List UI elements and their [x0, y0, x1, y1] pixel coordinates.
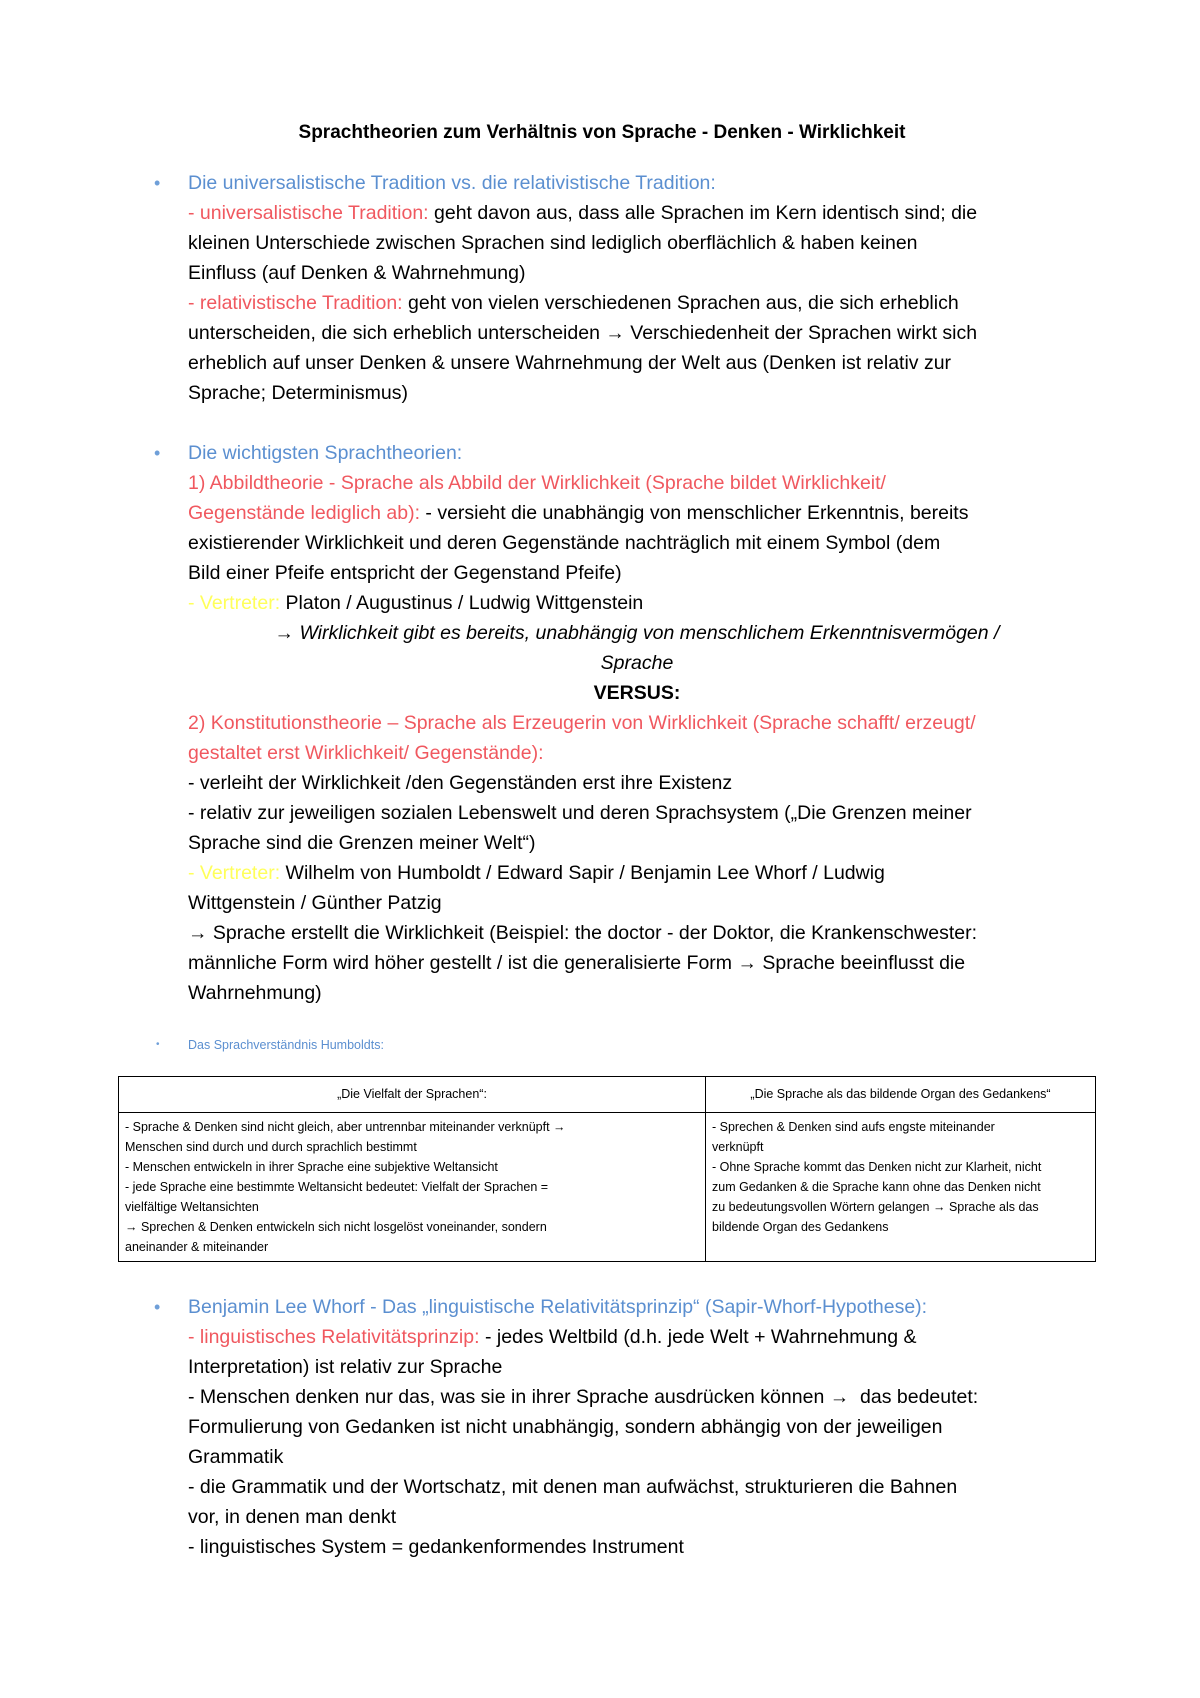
theory-1-title: 1) Abbildtheorie - Sprache als Abbild der Wirklichkeit (Sprache bildet Wirklichkeit/ — [188, 472, 886, 494]
conclusion-line: → Wirklichkeit gibt es bereits, unabhängig von menschlichem Erkenntnisvermögen / — [274, 622, 1000, 644]
text-line: Sprache; Determinismus) — [188, 382, 408, 404]
table-cell: - Sprechen & Denken sind aufs engste miteinander verknüpft - Ohne Sprache kommt das Denken nicht zur Klarheit, nicht zum Gedanken & die Sprache kann ohne das Denken nicht zu bedeutungsvollen Wörtern gelangen → Sprache als das bildende Organ des Gedankens — [706, 1113, 1096, 1262]
bullet-icon: • — [156, 1039, 160, 1050]
text-line: - Vertreter: Wilhelm von Humboldt / Edward Sapir / Benjamin Lee Whorf / Ludwig — [188, 862, 885, 884]
text-line: - Vertreter: Platon / Augustinus / Ludwig Wittgenstein — [188, 592, 644, 614]
table-header: „Die Vielfalt der Sprachen“: — [119, 1077, 706, 1113]
humboldt-table — [118, 1076, 1096, 1262]
bullet-icon: • — [154, 443, 161, 463]
text-line: - relativistische Tradition: geht von vielen verschiedenen Sprachen aus, die sich erheblich — [188, 292, 959, 314]
text-line: - linguistisches System = gedankenformendes Instrument — [188, 1536, 684, 1558]
bullet-icon: • — [154, 1297, 161, 1317]
text-line: → Sprache erstellt die Wirklichkeit (Beispiel: the doctor - der Doktor, die Krankenschwester: — [188, 922, 977, 944]
text-line: Wahrnehmung) — [188, 982, 322, 1004]
label-vertreter: - Vertreter: — [188, 862, 281, 884]
text-line: - linguistisches Relativitätsprinzip: - jedes Weltbild (d.h. jede Welt + Wahrnehmung & — [188, 1326, 917, 1348]
table-header: „Die Sprache als das bildende Organ des Gedankens“ — [706, 1077, 1096, 1113]
section-humboldt — [118, 1034, 1086, 1056]
text-line: Einfluss (auf Denken & Wahrnehmung) — [188, 262, 526, 284]
text-line: Formulierung von Gedanken ist nicht unabhängig, sondern abhängig von der jeweiligen — [188, 1416, 943, 1438]
section-heading: Benjamin Lee Whorf - Das „linguistische Relativitätsprinzip“ (Sapir-Whorf-Hypothese): — [188, 1296, 928, 1318]
text-line: Bild einer Pfeife entspricht der Gegenstand Pfeife) — [188, 562, 622, 584]
label-vertreter: - Vertreter: — [188, 592, 281, 614]
label-universalist: - universalistische Tradition: — [188, 202, 429, 224]
text-line: Grammatik — [188, 1446, 284, 1468]
text-line: männliche Form wird höher gestellt / ist die generalisierte Form → Sprache beeinflusst die — [188, 952, 966, 974]
text-line: erheblich auf unser Denken & unsere Wahrnehmung der Welt aus (Denken ist relativ zur — [188, 352, 952, 374]
text-line: Interpretation) ist relativ zur Sprache — [188, 1356, 503, 1378]
text-line: unterscheiden, die sich erheblich unterscheiden → Verschiedenheit der Sprachen wirkt sich — [188, 322, 978, 344]
text-line: kleinen Unterschiede zwischen Sprachen sind lediglich oberflächlich & haben keinen — [188, 232, 918, 254]
text-line: vor, in denen man denkt — [188, 1506, 397, 1528]
label-relativity: - linguistisches Relativitätsprinzip: — [188, 1326, 480, 1348]
section-traditions — [118, 168, 1086, 408]
label-relativist: - relativistische Tradition: — [188, 292, 403, 314]
text-line: - Menschen denken nur das, was sie in ihrer Sprache ausdrücken können → das bedeutet: — [188, 1386, 979, 1408]
theory-2-title: gestaltet erst Wirklichkeit/ Gegenstände): — [188, 742, 544, 764]
section-heading: Die wichtigsten Sprachtheorien: — [188, 442, 463, 464]
text-line: - relativ zur jeweiligen sozialen Lebenswelt und deren Sprachsystem („Die Grenzen meiner — [188, 802, 972, 824]
bullet-icon: • — [154, 173, 161, 193]
text-line: Gegenstände lediglich ab): - versieht die unabhängig von menschlicher Erkenntnis, bereits — [188, 502, 969, 524]
section-heading: Das Sprachverständnis Humboldts: — [188, 1038, 384, 1052]
text-line: - verleiht der Wirklichkeit /den Gegenständen erst ihre Existenz — [188, 772, 733, 794]
text-line: existierender Wirklichkeit und deren Gegenstände nachträglich mit einem Symbol (dem — [188, 532, 941, 554]
text-line: Sprache sind die Grenzen meiner Welt“) — [188, 832, 536, 854]
text-line: Wittgenstein / Günther Patzig — [188, 892, 442, 914]
section-whorf — [118, 1292, 1086, 1562]
document-title: Sprachtheorien zum Verhältnis von Sprache - Denken - Wirklichkeit — [298, 122, 906, 143]
conclusion-line: Sprache — [600, 652, 674, 674]
section-theories — [118, 438, 1086, 1008]
text-line: - die Grammatik und der Wortschatz, mit denen man aufwächst, strukturieren die Bahnen — [188, 1476, 958, 1498]
text-line: - universalistische Tradition: geht davon aus, dass alle Sprachen im Kern identisch sind; die — [188, 202, 978, 224]
theory-2-title: 2) Konstitutionstheorie – Sprache als Erzeugerin von Wirklichkeit (Sprache schafft/ erzeugt/ — [188, 712, 976, 734]
table-cell: - Sprache & Denken sind nicht gleich, aber untrennbar miteinander verknüpft → Menschen sind durch und durch sprachlich bestimmt - Menschen entwickeln in ihrer Sprache eine subjektive Weltansicht - jede Sprache eine bestimmte Weltansicht bedeutet: Vielfalt der Sprachen = vielfältige Weltansichten → Sprechen & Denken entwickeln sich nicht losgelöst voneinander, sondern aneinander & miteinander — [119, 1113, 706, 1262]
section-heading: Die universalistische Tradition vs. die relativistische Tradition: — [188, 172, 716, 194]
versus-label: VERSUS: — [593, 682, 681, 704]
